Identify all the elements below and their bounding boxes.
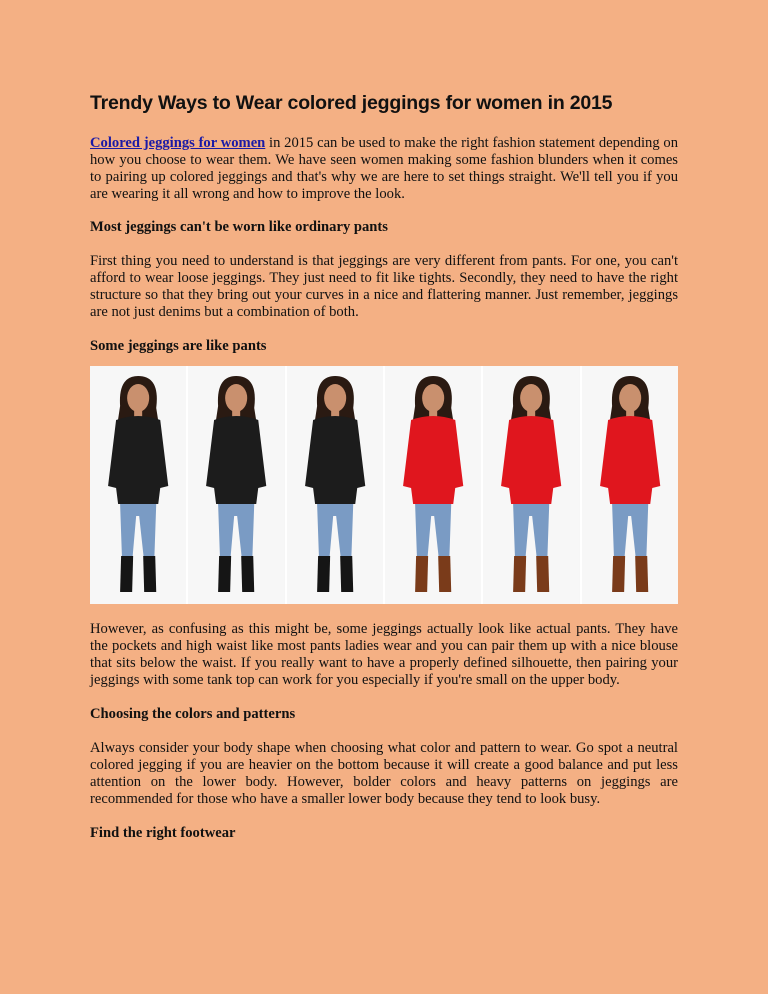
- colored-jeggings-link[interactable]: Colored jeggings for women: [90, 135, 266, 151]
- page-title: Trendy Ways to Wear colored jeggings for women in 2015: [90, 92, 613, 114]
- model-photo: [188, 366, 284, 604]
- document-content: [90, 92, 678, 859]
- model-photo: [287, 366, 383, 604]
- section-body-3: Always consider your body shape when choosing what color and pattern to wear. Go spot a neutral colored jegging if you are heavier on the bottom because it will create a good balance and put less attention on the lower body. However, bolder colors and heavy patterns on jeggings are recommended for those who have a smaller lower body because they tend to look busy.: [90, 740, 678, 807]
- model-photo: [90, 366, 186, 604]
- section-heading-1: Most jeggings can't be worn like ordinary pants: [90, 219, 388, 235]
- section-body-1: First thing you need to understand is that jeggings are very different from pants. For one, you can't afford to wear loose jeggings. They just need to fit like tights. Secondly, they need to have the right structure so that they bring out your curves in a nice and flattering manner. Just remember, jeggings are not just denims but a combination of both.: [90, 253, 678, 320]
- model-photo: [385, 366, 481, 604]
- section-body-2: However, as confusing as this might be, some jeggings actually look like actual pants. They have the pockets and high waist like most pants ladies wear and you can pair them up with a nice blouse that sits below the waist. If you really want to have a properly defined silhouette, then pairing your jeggings with some tank top can work for you especially if you're small on the upper body.: [90, 621, 678, 688]
- jeggings-photo-strip: [90, 366, 678, 604]
- section-heading-2: Some jeggings are like pants: [90, 338, 267, 354]
- model-photo: [582, 366, 678, 604]
- intro-text: in 2015 can be used to make the right fashion statement depending on how you choose to wear them. We have seen women making some fashion blunders when it comes to pairing up colored jeggings and that's why we are here to set things straight. We'll tell you if you are wearing it all wrong and how to improve the look.: [90, 135, 678, 202]
- section-heading-3: Choosing the colors and patterns: [90, 706, 296, 722]
- intro-paragraph: [90, 135, 678, 203]
- model-photo: [483, 366, 579, 604]
- section-heading-4: Find the right footwear: [90, 825, 236, 841]
